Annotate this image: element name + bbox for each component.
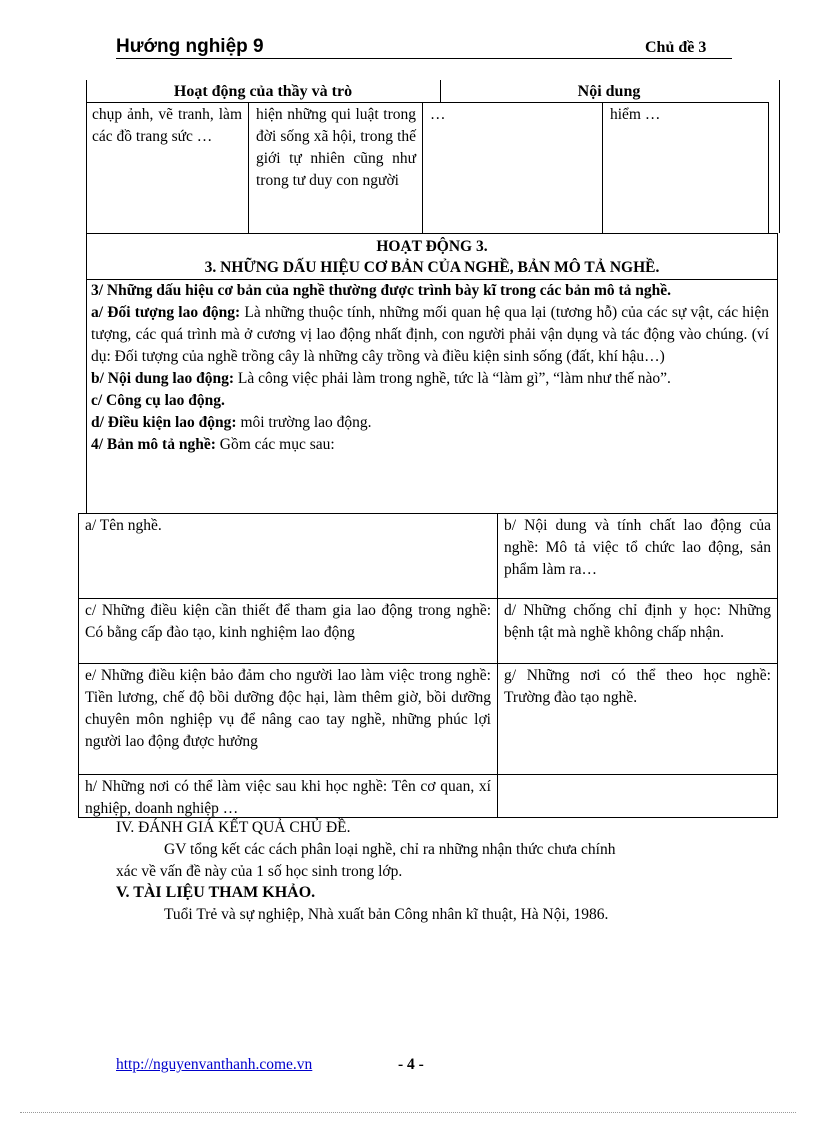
col1-header: Hoạt động của thầy và trò	[173, 83, 353, 100]
para-d-text: môi trường lao động.	[236, 414, 372, 431]
header-topic: Chủ đề 3	[645, 39, 707, 56]
activity3-heading	[86, 233, 778, 279]
para-a-text: Là những thuộc tính, những mối quan hệ qua lại (tương hỗ) của các sự vật, các hiện tượng, các quá trình mà ở cương vị lao động nhất định, con người phải vận dụng và tác động vào chúng. (ví dụ: Đối tượng của nghề trồng cây là những cây trồng và điều kiện sinh sống (đất, khí hậu…)	[91, 304, 769, 365]
grid-r1-left: a/ Tên nghề.	[78, 513, 498, 599]
para-c: c/ Công cụ lao động.	[91, 392, 225, 409]
grid-r3-right: g/ Những nơi có thể theo học nghề: Trường đào tạo nghề.	[497, 663, 778, 775]
section4-line1: GV tổng kết các cách phân loại nghề, chỉ ra những nhận thức chưa chính	[164, 841, 616, 858]
top-cell-d: hiểm …	[610, 106, 661, 123]
grid-r4-right	[497, 774, 778, 818]
para-b-text: Là công việc phải làm trong nghề, tức là “làm gì”, “làm như thế nào”.	[234, 370, 671, 387]
grid-r1-right: b/ Nội dung và tính chất lao động của nghề: Mô tả việc tổ chức lao động, sản phẩm làm ra…	[497, 513, 778, 599]
header-title: Hướng nghiệp 9	[116, 36, 264, 57]
header-bottom-rule	[86, 102, 768, 103]
activity3-subtitle: 3. NHỮNG DẤU HIỆU CƠ BẢN CỦA NGHỀ, BẢN MÔ TẢ NGHỀ.	[204, 259, 660, 276]
header-rule	[116, 58, 732, 59]
para-e-text: Gồm các mục sau:	[215, 436, 335, 453]
top-cell-b: hiện những qui luật trong đời sống xã hội, trong thế giới tự nhiên cũng như trong tư duy con người	[256, 106, 416, 189]
col-divider-2	[422, 102, 423, 233]
top-cell-a: chụp ảnh, vẽ tranh, làm các đồ trang sức …	[92, 106, 242, 145]
para-b-label: b/ Nội dung lao động:	[91, 370, 234, 387]
para-e-label: 4/ Bản mô tả nghề:	[91, 436, 216, 453]
section4-line2: xác về vấn đề này của 1 số học sinh trong lớp.	[116, 863, 403, 880]
para-d-label: d/ Điều kiện lao động:	[91, 414, 237, 431]
col2-header: Nội dung	[577, 83, 641, 100]
activity3-body	[86, 279, 778, 513]
grid-r2-left: c/ Những điều kiện cần thiết để tham gia lao động trong nghề: Có bằng cấp đào tạo, kinh nghiệm lao động	[78, 598, 498, 664]
grid-r2-right: d/ Những chống chỉ định y học: Những bệnh tật mà nghề không chấp nhận.	[497, 598, 778, 664]
top-cell-c: …	[430, 106, 446, 123]
para-a	[91, 302, 769, 368]
activity3-title: HOẠT ĐỘNG 3.	[376, 238, 488, 255]
grid-r4-left: h/ Những nơi có thể làm việc sau khi học nghề: Tên cơ quan, xí nghiệp, doanh nghiệp …	[78, 774, 498, 818]
col-divider-3	[602, 102, 603, 233]
page-number: - 4 -	[398, 1056, 424, 1073]
grid-r3-left: e/ Những điều kiện bảo đảm cho người lao làm việc trong nghề: Tiền lương, chế độ bồi dưỡng độc hại, làm thêm giờ, bồi dưỡng chuyên môn nghiệp vụ để nâng cao tay nghề, những phúc lợi người lao động được hưởng	[78, 663, 498, 775]
para-a-label: a/ Đối tượng lao động:	[91, 304, 241, 321]
section4-title: IV. ĐÁNH GIÁ KẾT QUẢ CHỦ ĐỀ.	[116, 819, 351, 836]
intro-paragraph: 3/ Những dấu hiệu cơ bản của nghề thường được trình bày kĩ trong các bản mô tả nghề.	[91, 282, 672, 299]
para-d	[91, 412, 769, 434]
footer-link[interactable]: http://nguyenvanthanh.come.vn	[116, 1056, 313, 1073]
section5-title: V. TÀI LIỆU THAM KHẢO.	[116, 884, 316, 901]
col-divider-1	[248, 102, 249, 233]
col-divider-4	[768, 102, 769, 233]
para-e	[91, 434, 769, 456]
para-b	[91, 368, 769, 390]
page-bottom-dotted-rule	[20, 1112, 796, 1113]
section5-text: Tuổi Trẻ và sự nghiệp, Nhà xuất bản Công nhân kĩ thuật, Hà Nội, 1986.	[164, 906, 609, 923]
